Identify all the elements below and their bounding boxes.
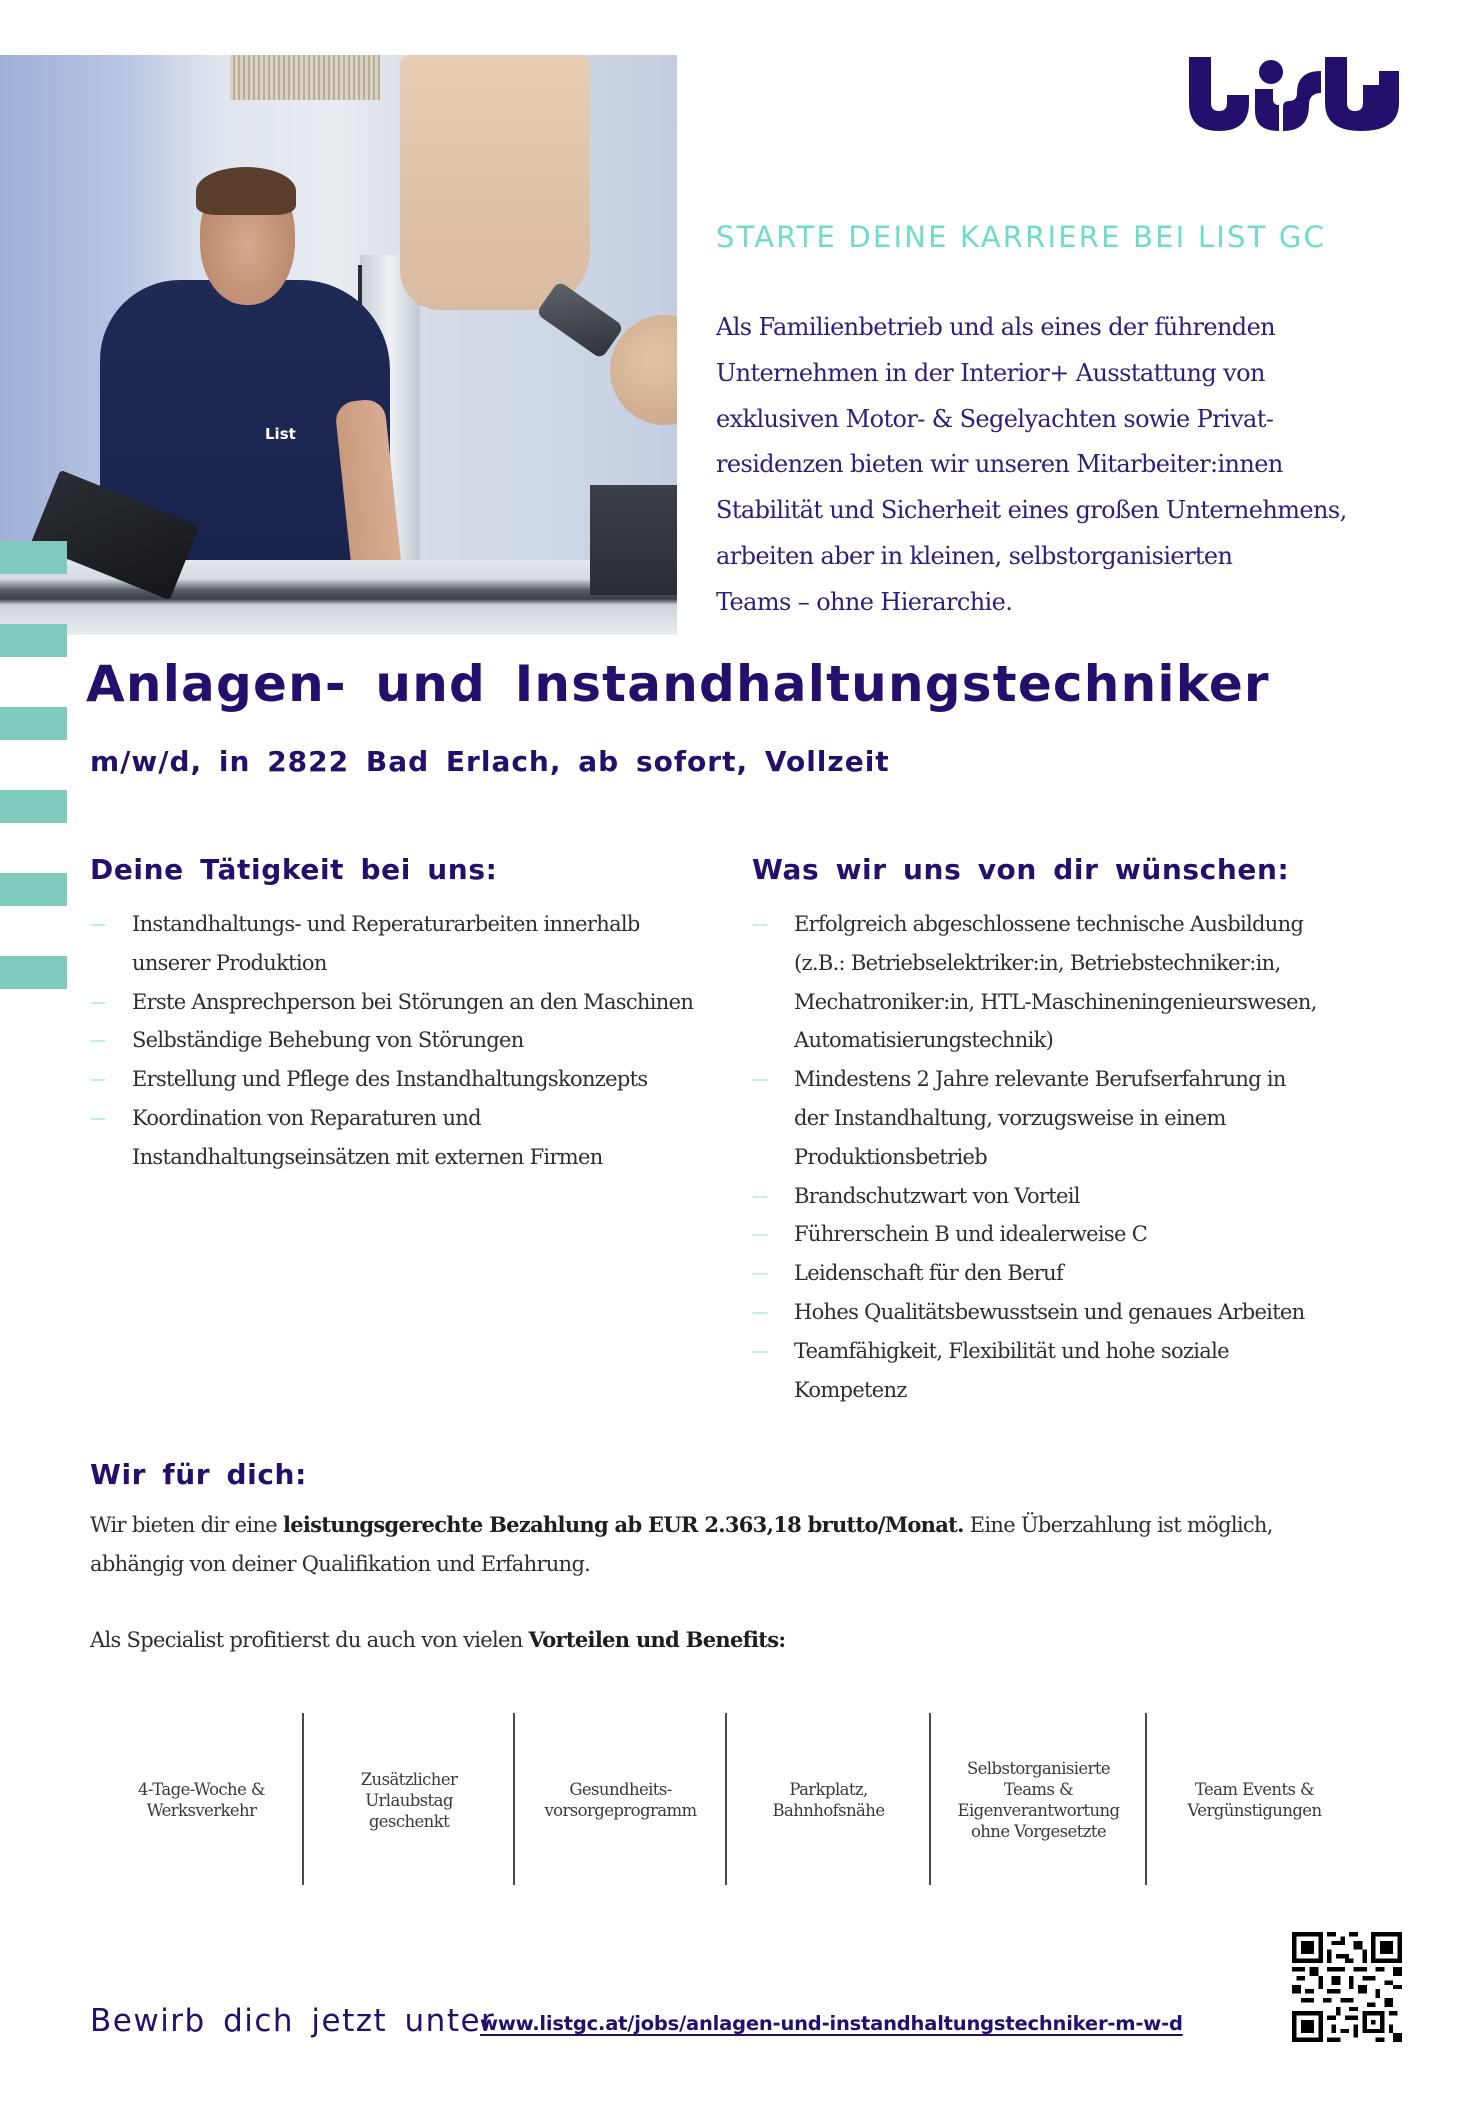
hero-photo [0,55,677,635]
apply-link[interactable]: www.listgc.at/jobs/anlagen-und-instandhaltungstechniker-m-w-d [480,2012,1183,2035]
benefit-item: Gesundheits- vorsorgeprogramm [544,1780,697,1820]
dash-bullet-icon: — [752,1263,768,1283]
benefit-item: Parkplatz, Bahnhofsnähe [772,1780,885,1820]
list-item: — Erstellung und Pflege des Instandhaltungskonzepts [90,1060,730,1099]
list-item: — Erfolgreich abgeschlossene technische Ausbildung (z.B.: Betriebselektriker:in, Betriebstechniker:in, Mechatroniker:in, HTL-Maschineningenieurswesen, Automatisierungstechnik) [752,905,1412,1060]
decor-stripe [0,624,67,657]
list-item: — Selbständige Behebung von Störungen [90,1021,730,1060]
photo-robot-arm [400,55,590,310]
dash-bullet-icon: — [752,1224,768,1244]
dash-bullet-icon: — [90,1107,106,1127]
decor-stripe [0,873,67,906]
list-item: — Teamfähigkeit, Flexibilität und hohe soziale Kompetenz [752,1332,1412,1410]
company-intro [716,305,1416,626]
intro-line: Unternehmen in der Interior+ Ausstattung von [716,358,1265,387]
dash-bullet-icon: — [752,1340,768,1360]
requirements-list [752,905,1412,1409]
benefit-item: 4-Tage-Woche & Werksverkehr [138,1780,265,1820]
job-title: Anlagen- und Instandhaltungstechniker [86,655,1270,713]
decor-stripe [0,956,67,989]
tasks-list [90,905,730,1177]
decor-stripe [0,541,67,574]
benefits-intro: Als Specialist profitierst du auch von vielen Vorteilen und Benefits: [90,1627,786,1652]
dash-bullet-icon: — [752,1301,768,1321]
list-item: — Leidenschaft für den Beruf [752,1254,1412,1293]
list-item: — Hohes Qualitätsbewusstsein und genaues Arbeiten [752,1293,1412,1332]
list-item: — Koordination von Reparaturen und Instandhaltungseinsätzen mit externen Firmen [90,1099,730,1177]
requirements-heading: Was wir uns von dir wünschen: [752,853,1290,886]
intro-line: Stabilität und Sicherheit eines großen Unternehmens, [716,496,1347,525]
benefit-item: Team Events & Vergünstigungen [1187,1780,1322,1820]
decor-stripe [0,707,67,740]
list-item: — Erste Ansprechperson bei Störungen an den Maschinen [90,983,730,1022]
dash-bullet-icon: — [90,1069,106,1089]
dash-bullet-icon: — [90,1030,106,1050]
list-logo [1187,55,1401,131]
photo-lamp [230,55,380,100]
benefit-item: Zusätzlicher Urlaubstag geschenkt [360,1769,458,1831]
qr-code-icon[interactable] [1292,1932,1402,2042]
career-tagline: STARTE DEINE KARRIERE BEI LIST GC [716,220,1327,254]
salary-highlight: leistungsgerechte Bezahlung ab EUR 2.363,18 brutto/Monat. [282,1512,964,1537]
intro-line: exklusiven Motor- & Segelyachten sowie Privat- [716,404,1274,433]
job-subtitle: m/w/d, in 2822 Bad Erlach, ab sofort, Vollzeit [90,745,890,778]
list-item: — Instandhaltungs- und Reperaturarbeiten innerhalb unserer Produktion [90,905,730,983]
decor-stripe [0,790,67,823]
photo-worker-hair [196,167,296,215]
intro-line: Als Familienbetrieb und als eines der führenden [716,313,1276,341]
salary-paragraph: Wir bieten dir eine leistungsgerechte Bezahlung ab EUR 2.363,18 brutto/Monat. Eine Überzahlung ist möglich, abhängig von deiner Qualifikation und Erfahrung. [90,1512,1273,1576]
photo-machine-base [590,485,677,595]
dash-bullet-icon: — [752,1185,768,1205]
offer-heading: Wir für dich: [90,1458,307,1491]
intro-line: residenzen bieten wir unseren Mitarbeiter:innen [716,450,1283,479]
dash-bullet-icon: — [90,991,106,1011]
photo-spindle [536,281,624,360]
tasks-heading: Deine Tätigkeit bei uns: [90,853,498,886]
apply-cta: Bewirb dich jetzt unter [90,2003,496,2039]
dash-bullet-icon: — [752,914,768,933]
photo-shirt-logo: List [265,425,296,443]
intro-line: Teams – ohne Hierarchie. [716,587,1013,616]
dash-bullet-icon: — [752,1069,768,1089]
list-item: — Führerschein B und idealerweise C [752,1215,1412,1254]
benefit-item: Selbstorganisierte Teams & Eigenverantwortung ohne Vorgesetzte [957,1759,1120,1841]
list-item: — Brandschutzwart von Vorteil [752,1177,1412,1216]
intro-line: arbeiten aber in kleinen, selbstorganisierten [716,541,1233,570]
list-item: — Mindestens 2 Jahre relevante Berufserfahrung in der Instandhaltung, vorzugsweise in einem Produktionsbetrieb [752,1060,1412,1176]
dash-bullet-icon: — [90,914,106,933]
